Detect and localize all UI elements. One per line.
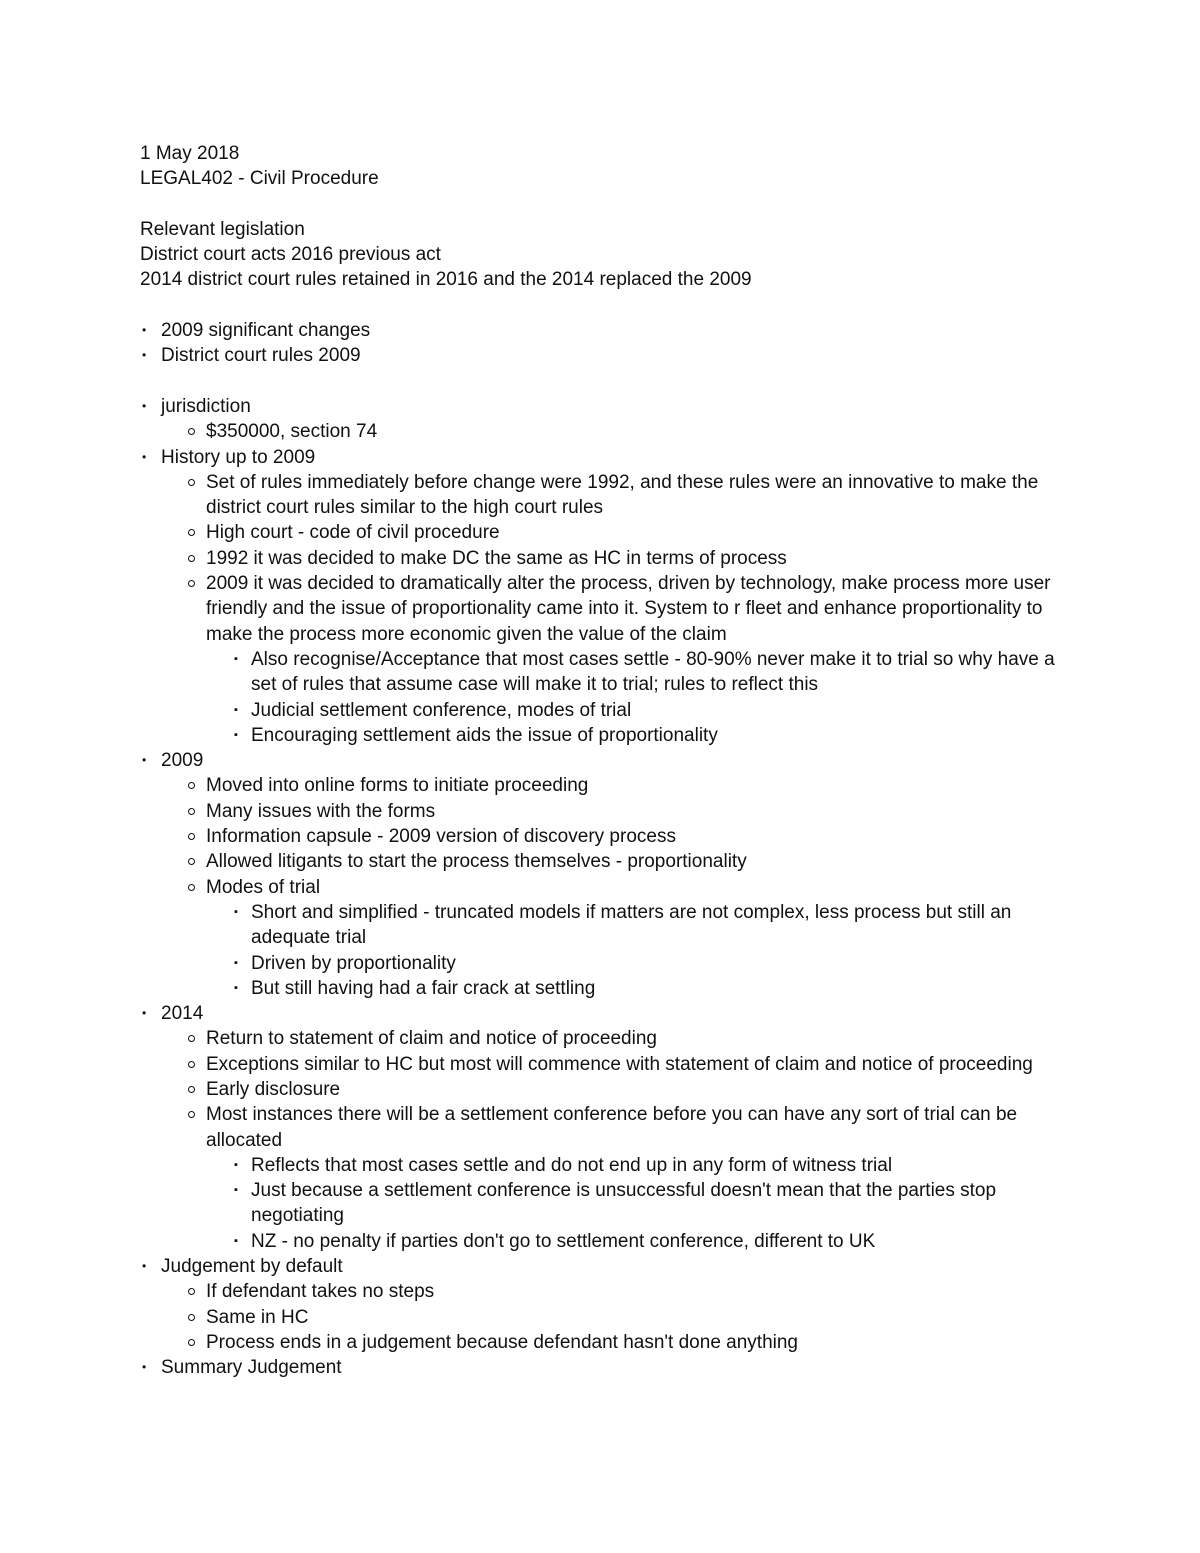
- bullet-icon: •: [142, 1259, 147, 1274]
- list-item: Return to statement of claim and notice of proceeding: [185, 1026, 1080, 1051]
- list-item: ▪ NZ - no penalty if parties don't go to settlement conference, different to UK: [230, 1229, 1080, 1254]
- intro-list: [140, 318, 1080, 369]
- list-item: High court - code of civil procedure: [185, 520, 1080, 545]
- small-bullet-icon: ▪: [234, 1234, 238, 1247]
- circle-bullet-icon: [188, 782, 195, 789]
- small-bullet-icon: ▪: [234, 703, 238, 716]
- bullet-icon: •: [142, 1360, 147, 1375]
- list-item: $350000, section 74: [185, 419, 1080, 444]
- list-item: 2009 it was decided to dramatically alter the process, driven by technology, make process more user friendly and the issue of proportionality came into it. System to r fleet and enhance proportionality to make the process more economic given the value of the claim ▪ Also recognise/Acceptance that most cases settle - 80-90% never make it to trial so why have a set of rules that assume case will make it to trial; rules to reflect this ▪ Judicial settlement conference, modes of trial ▪ Encouraging settlement aids the issue of proportionality: [185, 571, 1080, 748]
- bullet-icon: •: [142, 323, 147, 338]
- circle-bullet-icon: [188, 555, 195, 562]
- note-date: 1 May 2018: [140, 143, 240, 164]
- list-item: Moved into online forms to initiate proceeding: [185, 773, 1080, 798]
- small-bullet-icon: ▪: [234, 728, 238, 741]
- list-item: ▪ Also recognise/Acceptance that most cases settle - 80-90% never make it to trial so why have a set of rules that assume case will make it to trial; rules to reflect this: [234, 648, 1055, 696]
- notes-body: [140, 141, 1080, 1381]
- small-bullet-icon: ▪: [234, 1158, 238, 1171]
- circle-bullet-icon: [188, 1035, 195, 1042]
- list-item: • 2009 significant changes: [140, 318, 1080, 343]
- circle-bullet-icon: [188, 884, 195, 891]
- list-item: Allowed litigants to start the process themselves - proportionality: [185, 849, 1080, 874]
- list-item: Same in HC: [185, 1305, 1080, 1330]
- list-item: Information capsule - 2009 version of discovery process: [185, 824, 1080, 849]
- list-item: Many issues with the forms: [185, 799, 1080, 824]
- circle-bullet-icon: [188, 1111, 195, 1118]
- list-item: ▪ Short and simplified - truncated models if matters are not complex, less process but still an adequate trial: [234, 901, 1012, 949]
- circle-bullet-icon: [188, 858, 195, 865]
- circle-bullet-icon: [188, 808, 195, 815]
- list-item: • 2014 Return to statement of claim and notice of proceeding Exceptions similar to HC but most will commence with statement of claim and notice of proceeding Early disclosure Most instances there will be a settlement conference before you can have any sort of trial can be allocated ▪ Reflects that most cases settle and do not end up in any form of witness trial ▪ Just because a settlement conference is unsuccessful doesn't mean that the parties stop negotiating ▪ NZ - no penalty if parties don't go to settlement conference, different to UK: [140, 1001, 1080, 1254]
- list-item: Process ends in a judgement because defendant hasn't done anything: [185, 1330, 1080, 1355]
- circle-bullet-icon: [188, 1339, 195, 1346]
- list-item: ▪ But still having had a fair crack at settling: [230, 976, 1080, 1001]
- list-item: Early disclosure: [185, 1077, 1080, 1102]
- circle-bullet-icon: [188, 428, 195, 435]
- list-item: ▪ Encouraging settlement aids the issue of proportionality: [230, 723, 1080, 748]
- circle-bullet-icon: [188, 1288, 195, 1295]
- list-item: ▪ Judicial settlement conference, modes of trial: [230, 698, 1080, 723]
- list-item: Exceptions similar to HC but most will commence with statement of claim and notice of proceeding: [185, 1052, 1080, 1077]
- list-item: • jurisdiction $350000, section 74: [140, 394, 1080, 445]
- circle-bullet-icon: [188, 1086, 195, 1093]
- list-item: • District court rules 2009: [140, 343, 1080, 368]
- circle-bullet-icon: [188, 580, 195, 587]
- list-item: ▪ Just because a settlement conference is unsuccessful doesn't mean that the parties stop negotiating: [234, 1180, 997, 1227]
- circle-bullet-icon: [188, 529, 195, 536]
- list-item: 1992 it was decided to make DC the same as HC in terms of process: [185, 546, 1080, 571]
- small-bullet-icon: ▪: [234, 956, 238, 969]
- list-item: • History up to 2009 Set of rules immediately before change were 1992, and these rules were an innovative to make the district court rules similar to the high court rules High court - code of civil procedure 1992 it was decided to make DC the same as HC in terms of process 2009 it was decided to dramatically alter the process, driven by technology, make process more user friendly and the issue of proportionality came into it. System to r fleet and enhance proportionality to make the process more economic given the value of the claim ▪ Also recognise/Acceptance that most cases settle - 80-90% never make it to trial so why have a set of rules that assume case will make it to trial; rules to reflect this ▪ Judicial settlement conference, modes of trial ▪ Encouraging settlement aids the issue of proportionality: [140, 445, 1080, 749]
- list-item: If defendant takes no steps: [185, 1279, 1080, 1304]
- bullet-icon: •: [142, 753, 147, 768]
- bullet-icon: •: [142, 449, 147, 464]
- list-item: ▪ Reflects that most cases settle and do not end up in any form of witness trial: [230, 1153, 1080, 1178]
- bullet-icon: •: [142, 348, 147, 363]
- legislation-line: 2014 district court rules retained in 2016 and the 2014 replaced the 2009: [140, 269, 752, 291]
- small-bullet-icon: ▪: [234, 1184, 238, 1197]
- bullet-icon: •: [142, 1006, 147, 1021]
- course-title: LEGAL402 - Civil Procedure: [140, 168, 379, 190]
- small-bullet-icon: ▪: [234, 652, 238, 665]
- circle-bullet-icon: [188, 479, 195, 486]
- small-bullet-icon: ▪: [234, 981, 238, 994]
- outline-list: [140, 394, 1080, 1381]
- list-item: ▪ Driven by proportionality: [230, 951, 1080, 976]
- circle-bullet-icon: [188, 833, 195, 840]
- bullet-icon: •: [142, 398, 147, 413]
- list-item: Most instances there will be a settlement conference before you can have any sort of trial can be allocated ▪ Reflects that most cases settle and do not end up in any form of witness trial ▪ Just because a settlement conference is unsuccessful doesn't mean that the parties stop negotiating ▪ NZ - no penalty if parties don't go to settlement conference, different to UK: [185, 1102, 1080, 1254]
- legislation-line: District court acts 2016 previous act: [140, 244, 441, 266]
- list-item: Set of rules immediately before change were 1992, and these rules were an innovative to make the district court rules similar to the high court rules: [185, 470, 1080, 521]
- small-bullet-icon: ▪: [234, 905, 238, 918]
- legislation-heading: Relevant legislation: [140, 218, 305, 240]
- circle-bullet-icon: [188, 1061, 195, 1068]
- list-item: • Summary Judgement: [140, 1355, 1080, 1380]
- circle-bullet-icon: [188, 1314, 195, 1321]
- list-item: Modes of trial ▪ Short and simplified - truncated models if matters are not complex, less process but still an adequate trial ▪ Driven by proportionality ▪ But still having had a fair crack at settling: [185, 875, 1080, 1001]
- list-item: • 2009 Moved into online forms to initiate proceeding Many issues with the forms Information capsule - 2009 version of discovery process Allowed litigants to start the process themselves - proportionality Modes of trial ▪ Short and simplified - truncated models if matters are not complex, less process but still an adequate trial ▪ Driven by proportionality ▪ But still having had a fair crack at settling: [140, 748, 1080, 1001]
- list-item: • Judgement by default If defendant takes no steps Same in HC Process ends in a judgement because defendant hasn't done anything: [140, 1254, 1080, 1355]
